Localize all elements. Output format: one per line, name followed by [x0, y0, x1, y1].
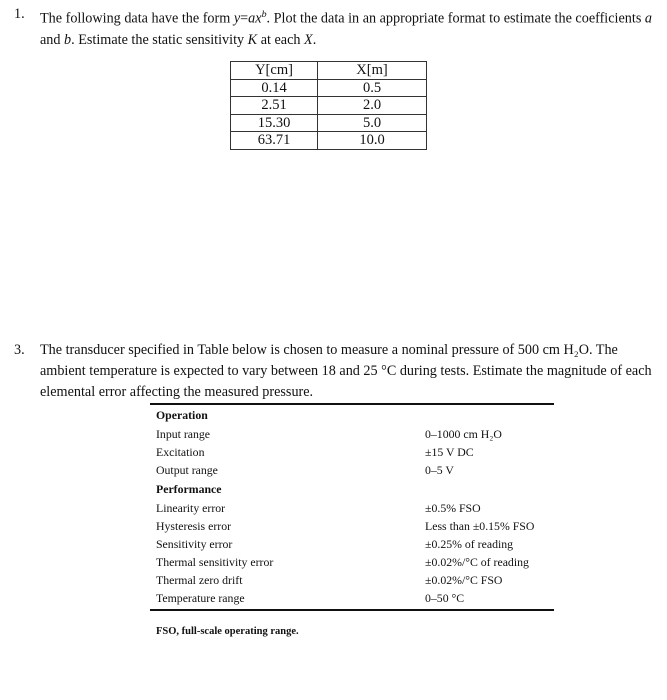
spec-value: ±0.5% FSO	[425, 501, 481, 515]
cell-x: 0.5	[318, 79, 427, 97]
spec-label: Excitation	[156, 445, 205, 459]
spec-row	[150, 499, 554, 517]
col-header-x: X[m]	[318, 62, 427, 80]
spec-label: Output range	[156, 463, 218, 477]
spec-row	[150, 589, 554, 607]
operation-heading: Operation	[156, 408, 208, 422]
performance-heading: Performance	[156, 482, 222, 496]
cell-y: 15.30	[231, 114, 318, 132]
faded-region	[14, 212, 664, 232]
spec-label: Linearity error	[156, 501, 226, 515]
spec-row	[150, 443, 554, 461]
spec-table	[150, 403, 554, 611]
spec-value: ±0.25% of reading	[425, 537, 514, 551]
cell-y: 0.14	[231, 79, 318, 97]
spec-value: ±0.02%/°C of reading	[425, 555, 529, 569]
problem-3-text: The transducer specified in Table below is chosen to measure a nominal pressure of 500 cm H₂O. The ambient temperature is expected to vary between 18 and 25 °C during tests. Estimate the magnitude of each elemental error affecting the measured pressure.	[40, 342, 652, 400]
spec-value: 0–50 °C	[425, 591, 465, 605]
spec-value: 0–5 V	[425, 463, 454, 477]
spec-label: Thermal zero drift	[156, 573, 243, 587]
table-row	[231, 132, 427, 150]
col-header-y: Y[cm]	[231, 62, 318, 80]
spec-footnote: FSO, full-scale operating range.	[156, 626, 299, 637]
problem-1-number: 1.	[14, 6, 25, 22]
problem-1-text: The following data have the form $y=ax^b$. Plot the data in an appropriate format to estimate the coefficients a and b. Estimate the static sensitivity K at each X.	[40, 9, 652, 48]
spec-row	[150, 571, 554, 589]
spec-bottom-rule	[150, 609, 554, 611]
spec-label: Thermal sensitivity error	[156, 555, 274, 569]
spec-row	[150, 553, 554, 571]
cell-y: 2.51	[231, 97, 318, 115]
spec-label: Input range	[156, 427, 211, 441]
data-table	[230, 61, 427, 150]
spec-label: Hysteresis error	[156, 519, 232, 533]
spec-row	[150, 535, 554, 553]
cell-x: 5.0	[318, 114, 427, 132]
table-row	[231, 97, 427, 115]
spec-value: ±15 V DC	[425, 445, 474, 459]
problem-3	[14, 340, 664, 403]
problem-3-number: 3.	[14, 342, 25, 358]
spec-row	[150, 461, 554, 479]
spec-value: Less than ±0.15% FSO	[425, 519, 535, 533]
table-row	[231, 114, 427, 132]
spec-value: 0–1000 cm H₂O	[425, 427, 502, 441]
cell-y: 63.71	[231, 132, 318, 150]
problem-1	[14, 4, 664, 51]
spec-row	[150, 425, 554, 443]
cell-x: 10.0	[318, 132, 427, 150]
spec-value: ±0.02%/°C FSO	[425, 573, 503, 587]
cell-x: 2.0	[318, 97, 427, 115]
spec-label: Sensitivity error	[156, 537, 233, 551]
spec-label: Temperature range	[156, 591, 245, 605]
table-row	[231, 79, 427, 97]
spec-row	[150, 517, 554, 535]
